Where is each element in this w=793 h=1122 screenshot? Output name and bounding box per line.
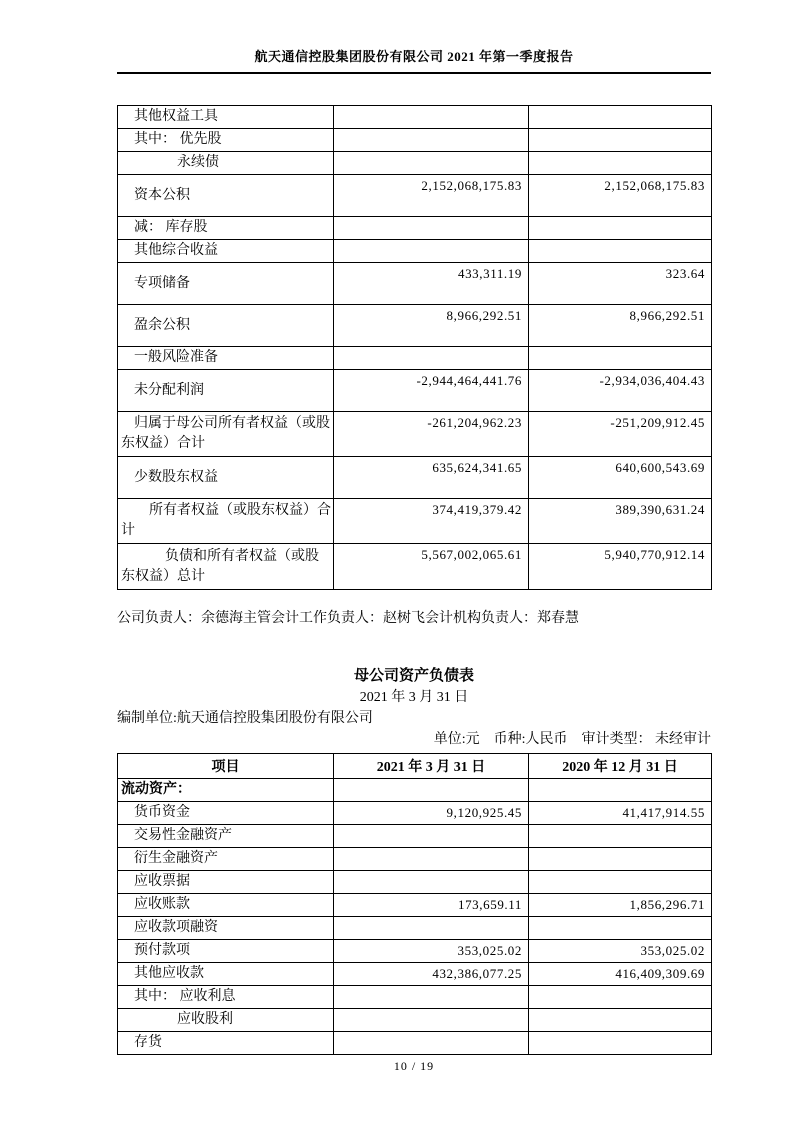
row-label: 未分配利润 — [134, 382, 204, 398]
row-label: 其他综合收益 — [134, 243, 218, 258]
table-row — [118, 986, 712, 1009]
table-row — [118, 305, 712, 347]
value-2021 — [334, 152, 529, 175]
value-2020 — [529, 917, 712, 940]
value-2021 — [334, 825, 529, 848]
table-row — [118, 457, 712, 499]
row-label: 少数股东权益 — [134, 469, 218, 485]
sheet-date: 2021 年 3 月 31 日 — [359, 690, 469, 705]
column-header-2021: 2021 年 3 月 31 日 — [334, 754, 529, 779]
row-label: 应收账款 — [134, 897, 190, 912]
value-2020 — [529, 779, 712, 802]
page-number-current: 10 — [393, 1059, 408, 1073]
value-2021 — [334, 779, 529, 802]
value-2021: 2,152,068,175.83 — [334, 175, 529, 217]
value-2021: -2,944,464,441.76 — [334, 370, 529, 412]
value-2020: 8,966,292.51 — [529, 305, 712, 347]
value-2020 — [529, 347, 712, 370]
value-2020 — [529, 871, 712, 894]
value-2020 — [529, 825, 712, 848]
value-2021 — [334, 1009, 529, 1032]
value-2021 — [334, 347, 529, 370]
value-2020 — [529, 1009, 712, 1032]
row-label: 永续债 — [177, 155, 219, 170]
value-2020: 1,856,296.71 — [529, 894, 712, 917]
table-row — [118, 848, 712, 871]
row-label: 盈余公积 — [134, 317, 190, 333]
value-2020: -2,934,036,404.43 — [529, 370, 712, 412]
value-2021 — [334, 106, 529, 129]
table-row — [118, 152, 712, 175]
row-label: 预付款项 — [134, 943, 190, 958]
value-2020: 41,417,914.55 — [529, 802, 712, 825]
table-row — [118, 917, 712, 940]
table-row — [118, 802, 712, 825]
value-2021 — [334, 986, 529, 1009]
table-row — [118, 779, 712, 802]
row-label: 应收款项融资 — [134, 920, 218, 935]
value-2021 — [334, 217, 529, 240]
value-2020: 353,025.02 — [529, 940, 712, 963]
row-label: 专项储备 — [134, 275, 190, 291]
table-row — [118, 175, 712, 217]
value-2020: -251,209,912.45 — [529, 412, 712, 457]
table-row — [118, 825, 712, 848]
row-label: 负债和所有者权益（或股东权益）总计 — [121, 548, 319, 584]
responsibility-line: 公司负责人：余德海主管会计工作负责人：赵树飞会计机构负责人：郑春慧 — [117, 611, 579, 626]
value-2020: 389,390,631.24 — [529, 499, 712, 544]
unit-currency-audit-line: 单位:元 币种:人民币 审计类型： 未经审计 — [433, 732, 711, 747]
row-label: 存货 — [134, 1035, 162, 1050]
value-2021 — [334, 129, 529, 152]
table-row — [118, 871, 712, 894]
value-2021: 173,659.11 — [334, 894, 529, 917]
row-label: 其他权益工具 — [134, 109, 218, 124]
page-number — [117, 1059, 711, 1074]
table-header-row — [118, 754, 712, 779]
value-2021 — [334, 240, 529, 263]
row-label: 交易性金融资产 — [134, 828, 232, 843]
page-number-separator: / — [411, 1059, 417, 1073]
row-label: 归属于母公司所有者权益（或股东权益）合计 — [121, 416, 330, 451]
row-label: 流动资产： — [121, 782, 191, 797]
row-label: 其他应收款 — [134, 966, 204, 981]
value-2021: 433,311.19 — [334, 263, 529, 305]
table-row — [118, 1032, 712, 1055]
row-label: 其中： 应收利息 — [134, 989, 236, 1004]
table-row — [118, 963, 712, 986]
row-label: 衍生金融资产 — [134, 851, 218, 866]
table-row — [118, 412, 712, 457]
value-2020: 5,940,770,912.14 — [529, 544, 712, 590]
row-label: 所有者权益（或股东权益）合计 — [121, 503, 331, 538]
value-2021 — [334, 871, 529, 894]
value-2021: 374,419,379.42 — [334, 499, 529, 544]
value-2020: 2,152,068,175.83 — [529, 175, 712, 217]
value-2020 — [529, 217, 712, 240]
table-row — [118, 370, 712, 412]
table-row — [118, 1009, 712, 1032]
table-row — [118, 263, 712, 305]
value-2021: 9,120,925.45 — [334, 802, 529, 825]
table-row — [118, 940, 712, 963]
table-row — [118, 499, 712, 544]
table-row — [118, 217, 712, 240]
value-2020 — [529, 848, 712, 871]
column-header-item: 项目 — [118, 754, 334, 779]
value-2021: 8,966,292.51 — [334, 305, 529, 347]
table-row — [118, 106, 712, 129]
sheet-title: 母公司资产负债表 — [353, 668, 474, 684]
value-2020 — [529, 106, 712, 129]
value-2020 — [529, 129, 712, 152]
parent-balance-sheet-table — [117, 753, 712, 1055]
value-2020 — [529, 1032, 712, 1055]
table-row — [118, 894, 712, 917]
row-label: 资本公积 — [134, 187, 190, 203]
table-row — [118, 240, 712, 263]
value-2020 — [529, 986, 712, 1009]
prepared-by-line: 编制单位:航天通信控股集团股份有限公司 — [117, 711, 373, 726]
value-2021 — [334, 848, 529, 871]
row-label: 一般风险准备 — [134, 350, 218, 365]
row-label: 应收股利 — [177, 1012, 233, 1027]
value-2021 — [334, 917, 529, 940]
value-2020: 416,409,309.69 — [529, 963, 712, 986]
value-2020: 323.64 — [529, 263, 712, 305]
page-number-total: 19 — [420, 1059, 435, 1073]
equity-table — [117, 105, 712, 590]
row-label: 应收票据 — [134, 874, 190, 889]
row-label: 减： 库存股 — [134, 220, 208, 235]
value-2021: 353,025.02 — [334, 940, 529, 963]
row-label: 其中： 优先股 — [134, 132, 222, 147]
table-row — [118, 129, 712, 152]
value-2021 — [334, 1032, 529, 1055]
table-row — [118, 347, 712, 370]
page-content — [117, 0, 711, 1074]
column-header-2020: 2020 年 12 月 31 日 — [529, 754, 712, 779]
value-2021: -261,204,962.23 — [334, 412, 529, 457]
row-label: 货币资金 — [134, 805, 190, 820]
value-2020 — [529, 152, 712, 175]
table-row — [118, 544, 712, 590]
value-2020 — [529, 240, 712, 263]
value-2020: 640,600,543.69 — [529, 457, 712, 499]
value-2021: 5,567,002,065.61 — [334, 544, 529, 590]
value-2021: 635,624,341.65 — [334, 457, 529, 499]
value-2021: 432,386,077.25 — [334, 963, 529, 986]
running-header-title: 航天通信控股集团股份有限公司 2021 年第一季度报告 — [117, 46, 711, 74]
